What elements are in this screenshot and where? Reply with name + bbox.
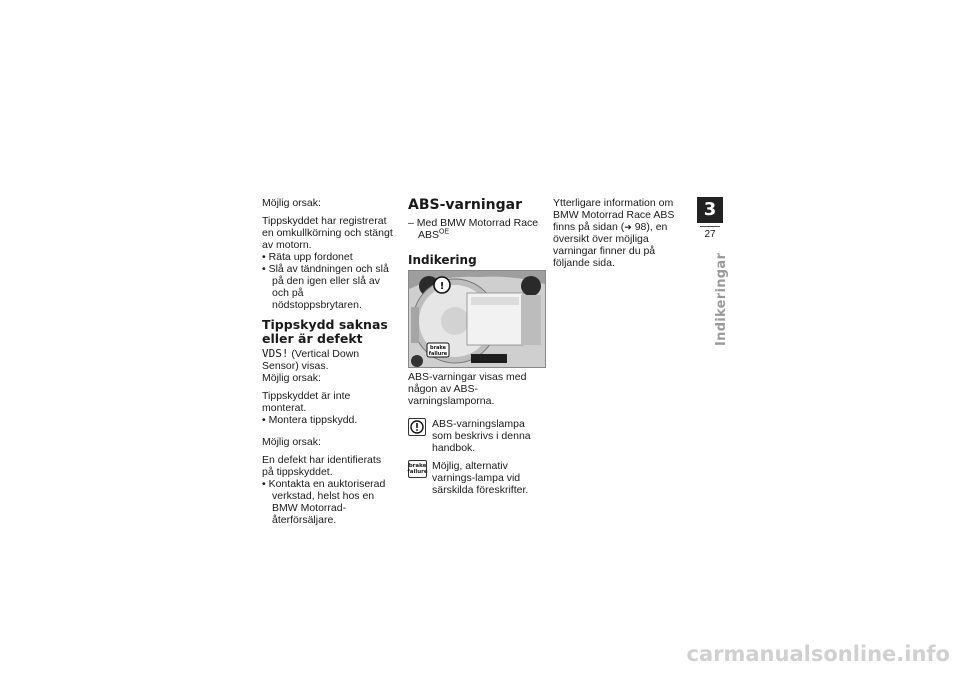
watermark: carmanualsonline.info — [686, 642, 950, 666]
subheading-indication: Indikering — [408, 253, 477, 267]
equipment-note — [408, 217, 546, 241]
vds-code: VDS! — [262, 347, 289, 360]
paragraph: ABS-varningar visas med någon av ABS-varningslamporna. — [408, 371, 527, 407]
possible-cause-label: Möjlig orsak: — [262, 197, 321, 209]
svg-text:failure: failure — [428, 351, 448, 357]
abs-lamp-description: ABS-varningslampa som beskrivs i denna handbok. — [432, 418, 531, 454]
more-info-text: Ytterligare information om BMW Motorrad Race ABS finns på sidan — [553, 197, 675, 233]
chapter-divider — [700, 226, 720, 227]
more-info-text-end: ), en översikt över möjliga varningar finner du på följande sida. — [553, 221, 668, 269]
exclamation-circle-icon — [410, 420, 424, 434]
equipment-superscript: OE — [439, 228, 450, 236]
section-heading-tip-sensor: Tippskydd saknas eller är defekt — [262, 317, 388, 346]
section-heading-abs: ABS-varningar — [408, 197, 522, 213]
paragraph-more-info: Ytterligare information om BMW Motorrad Race ABS finns på sidan (➜ 98), en översikt över möjliga varningar finner du på följande sida. — [553, 197, 675, 269]
side-chapter-title: Indikeringar — [714, 252, 729, 346]
paragraph: Tippskyddet har registrerat en omkullkörning och stängt av motorn. — [262, 215, 393, 251]
list-item: • Montera tippskydd. — [262, 414, 358, 426]
vds-text: (Vertical Down Sensor) visas. — [262, 348, 360, 372]
vds-message — [262, 348, 394, 372]
equipment-note-text: – Med BMW Motorrad Race ABS — [408, 217, 539, 241]
warning-lamp-row — [408, 460, 546, 496]
column-right — [553, 197, 689, 269]
brake-failure-icon — [408, 460, 427, 478]
abs-warning-icon — [408, 418, 426, 436]
chapter-number: 3 — [697, 197, 723, 223]
paragraph: Tippskyddet är inte monterat. — [262, 390, 351, 414]
brake-icon-label: brake — [408, 463, 427, 469]
possible-cause-label: Möjlig orsak: — [262, 372, 321, 384]
column-middle — [408, 197, 546, 496]
possible-cause-label: Möjlig orsak: — [262, 436, 321, 448]
failure-icon-label: failure — [407, 469, 428, 475]
list-item: • Räta upp fordonet — [262, 251, 353, 263]
instrument-cluster-illustration — [409, 271, 546, 368]
paragraph: En defekt har identifierats på tippskyddet. — [262, 454, 382, 478]
svg-text:brake: brake — [429, 345, 447, 351]
list-item: • Kontakta en auktoriserad verkstad, helst hos en BMW Motorrad-återförsäljare. — [262, 478, 386, 526]
alt-lamp-description: Möjlig, alternativ varnings-lampa vid särskilda föreskrifter. — [432, 460, 529, 496]
page-number: 27 — [704, 229, 716, 240]
page-reference[interactable]: 98 — [634, 221, 647, 233]
list-item: • Slå av tändningen och slå på den igen eller slå av och på nödstoppsbrytaren. — [262, 263, 389, 311]
svg-text:!: ! — [439, 281, 445, 292]
instrument-cluster-image — [408, 270, 546, 368]
chapter-tab — [697, 197, 723, 241]
warning-lamp-row — [408, 418, 546, 454]
column-left — [262, 197, 394, 526]
page-ref-arrow-icon: ➜ — [624, 222, 632, 232]
